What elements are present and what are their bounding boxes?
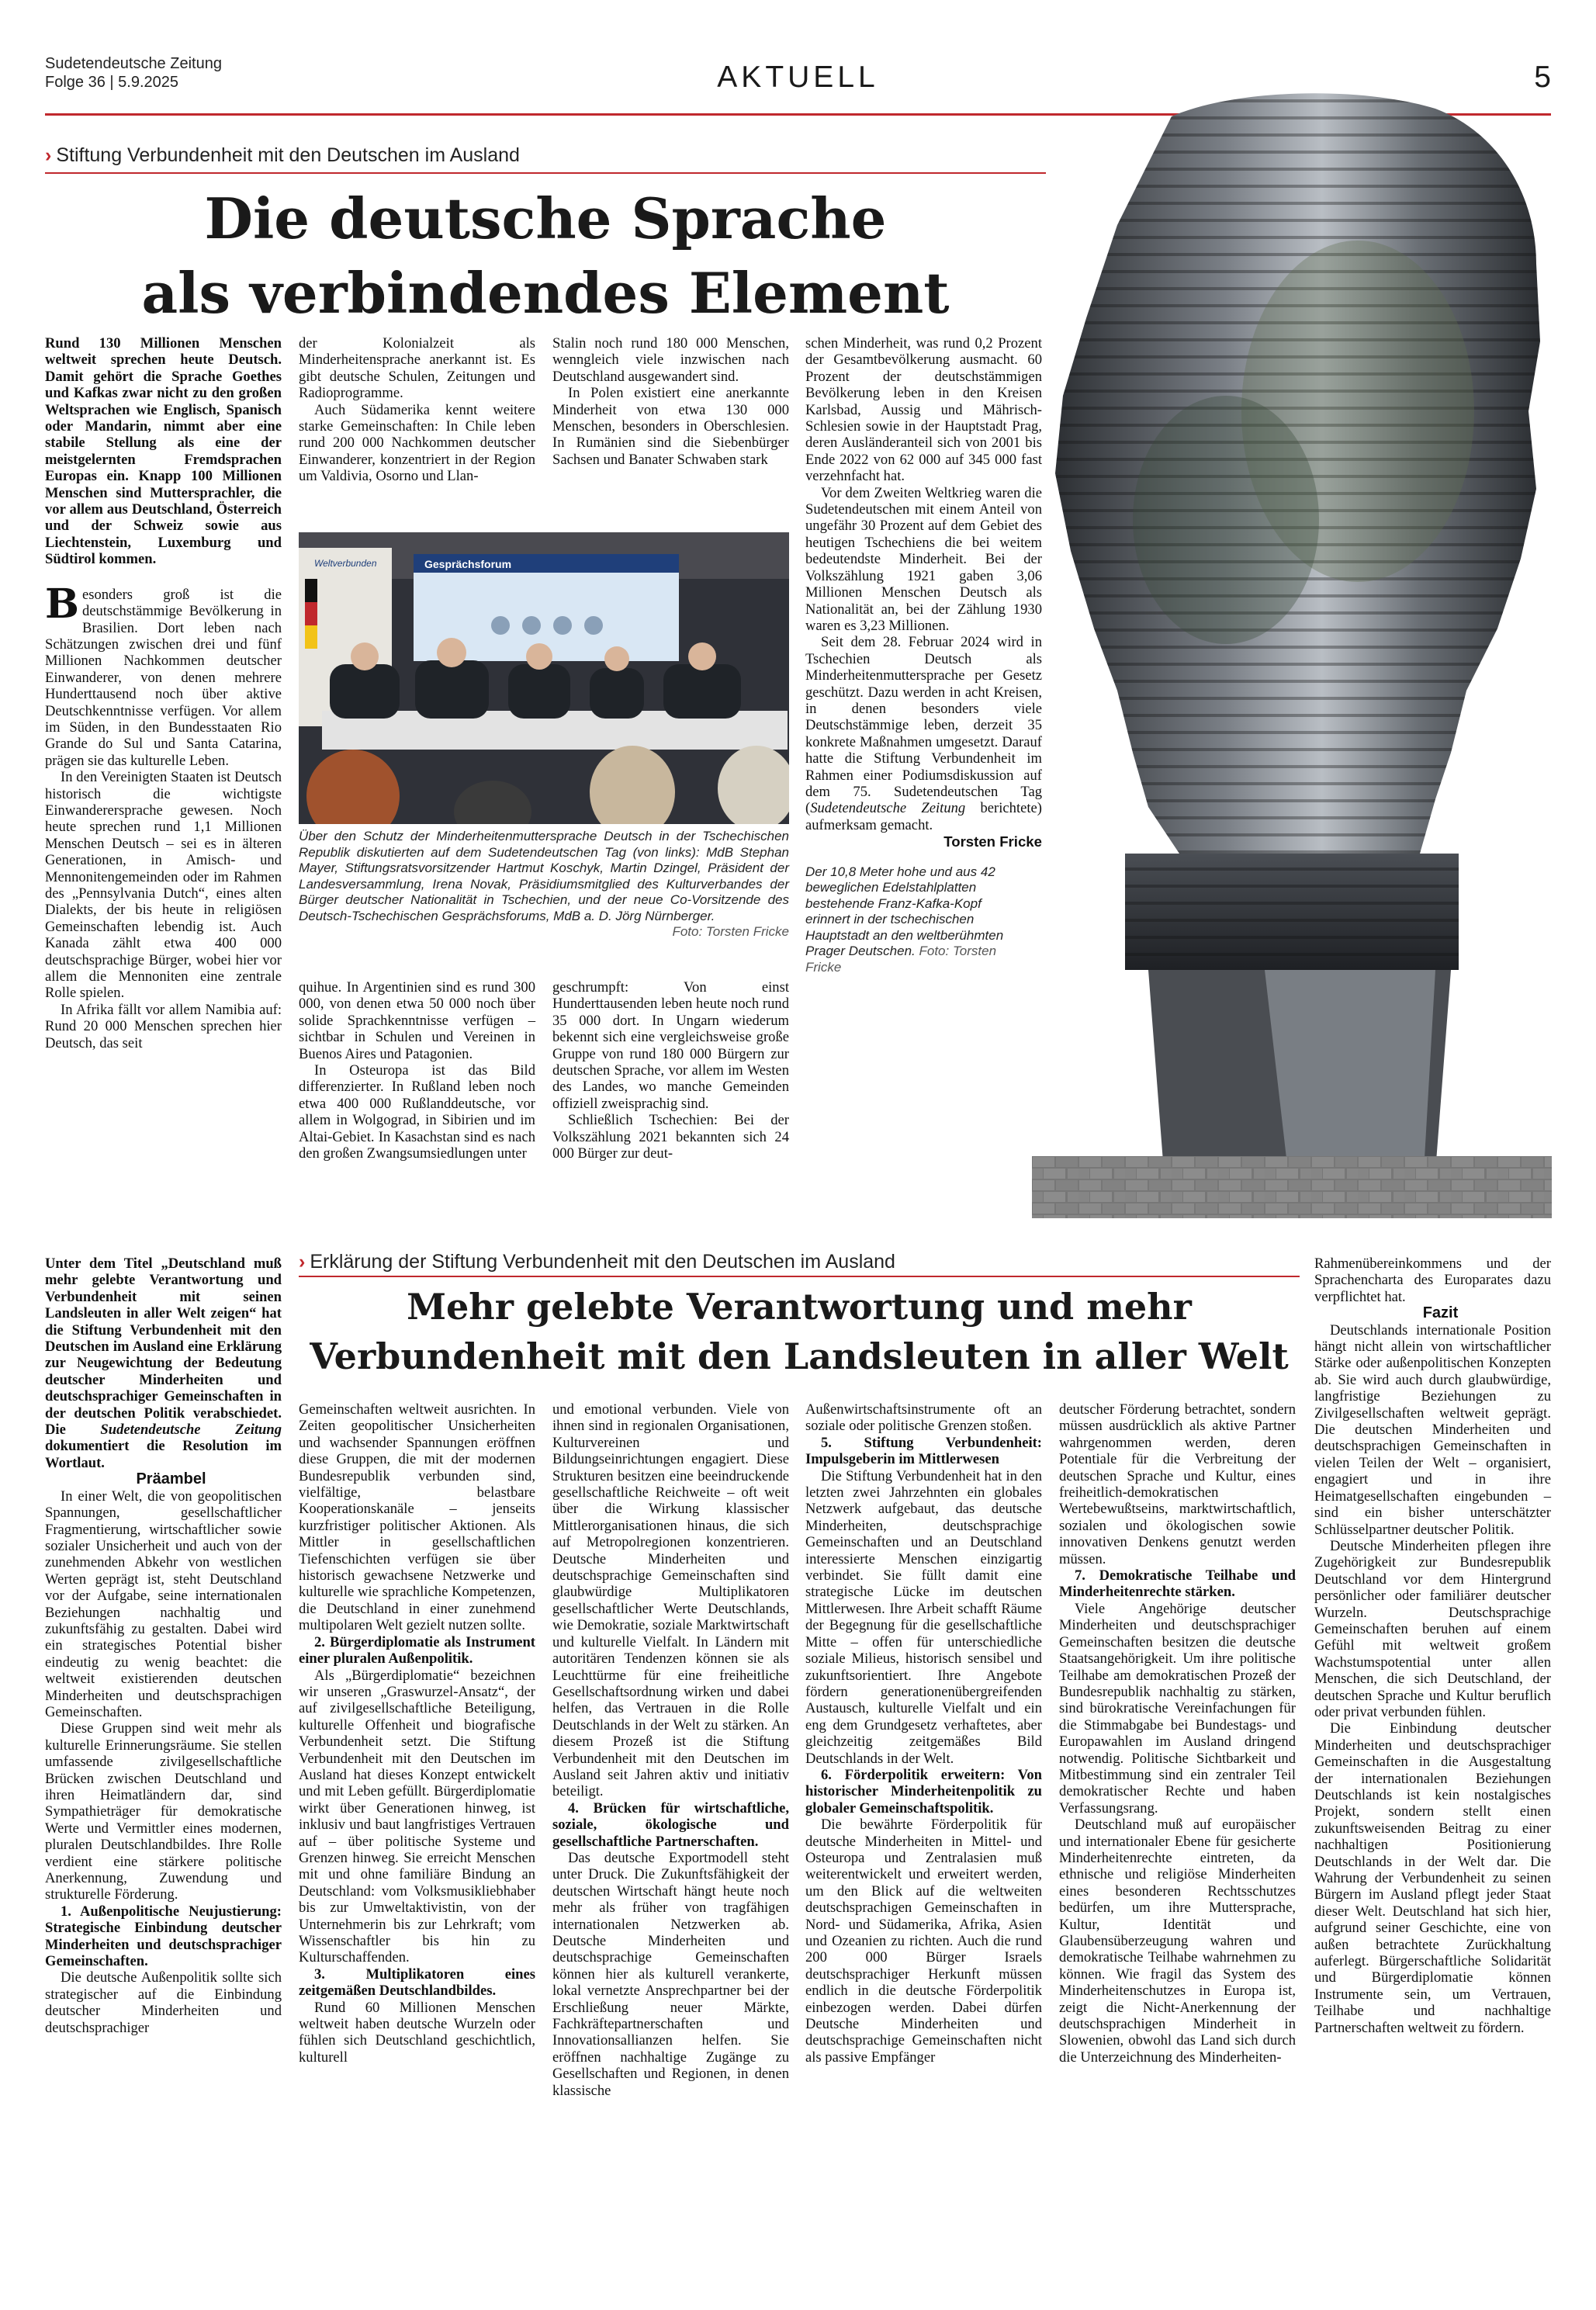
article2-paragraph: Die deutsche Außenpolitik sollte sich strategischer auf die Einbindung deutscher Minderheiten und deutschsprachiger <box>45 1969 282 2036</box>
article1-paragraph: Stalin noch rund 180 000 Menschen, wenngleich viele inzwischen nach Deutschland ausgewandert sind. <box>552 335 789 385</box>
article1-p1-text: esonders groß ist die deutschstämmige Bevölkerung in Brasilien. Dort leben nach Schätzungen zwischen drei und fünf Millionen Nachkommen deutscher Einwanderer, von denen mehrere Hunderttausend noch über aktive Deutschkenntnisse verfügen. Vor allem im Süden, in den Bundesstaaten Rio Grande do Sul und Santa Catarina, prägen sie das kulturelle Leben. <box>45 586 282 769</box>
article2-paragraph: und emotional verbunden. Viele von ihnen sind in regionalen Organisationen, Kulturvereinen und Bildungseinrichtungen engagiert. Diese Strukturen besitzen eine beeindruckende gesellschaftliche Reichweite – oft weit über die Wirkung klassischer Mittlerorganisationen hinaus, die sich auf Metropolregionen konzentrieren. Deutsche Minderheiten und deutschsprachige Gemeinschaften sind glaubwürdige Multiplikatoren gesellschaftlicher Werte Deutschlands, wie Demokratie, soziale Marktwirtschaft und kulturelle Vielfalt. In Ländern mit autoritären Tendenzen können sie als Leuchttürme für eine freiheitliche Gesellschaftsordnung wirken und dabei helfen, das Vertrauen in die Rolle Deutschlands in der Welt zu stärken. An diesem Prozeß ist die Stiftung Verbundenheit mit den Deutschen im Ausland seit Jahren aktiv und initiativ beteiligt. <box>552 1401 789 1800</box>
article2-paragraph: Das deutsche Exportmodell steht unter Druck. Die Zukunftsfähigkeit der deutschen Wirtschaft hängt heute noch mehr als früher von tragfähigen internationalen Netzwerken ab. Deutsche Minderheiten und deutschsprachige Gemeinschaften können hier als kulturell verankerte, lokal vernetzte Ansprechpartner bei der Erschließung neuer Märkte, Fachkräftepartnerschaften und Innovationsallianzen helfen. Sie eröffnen nachhaltige Zugänge zu Gesellschaften und Regionen, in denen klassische <box>552 1849 789 2099</box>
article1-paragraph <box>805 634 1042 833</box>
article1-p-part: Seit dem 28. Februar 2024 wird in Tschechien Deutsch als Minderheitenmuttersprache per Gesetz geschützt. Dazu werden in acht Kreisen, in denen besonders viele Deutschstämmige leben, derzeit 35 konkrete Maßnahmen umgesetzt. Darauf hatte die Stiftung Verbundenheit im Rahmen einer Podiumsdiskussion auf dem 75. Sudetendeutschen Tag ( <box>805 634 1042 817</box>
article2-subheading: 1. Außenpolitische Neujustierung: Strategische Einbindung deutscher Minderheiten und deutschsprachiger Gemeinschaften. <box>45 1903 282 1970</box>
article1-paragraph: Vor dem Zweiten Weltkrieg waren die Sudetendeutschen mit einem Anteil von ungefähr 30 Prozent auf dem Gebiet des heutigen Tschechiens die bei weitem bedeutendste Minderheit. Bei der Volkszählung 1921 gaben 3,06 Millionen Menschen Deutsch als Nationalität an, bei der Zählung 1930 waren es 3,23 Millionen. <box>805 484 1042 634</box>
article1-lead: Rund 130 Millionen Menschen weltweit sprechen heute Deutsch. Damit gehört die Sprache Goethes und Kafkas zwar nicht zu den großen Weltsprachen wie Englisch, Spanisch oder Mandarin, nimmt aber eine stabile Stellung als eine der meistgelernten Fremdsprachen Europas ein. Knapp 100 Millionen Menschen sind Muttersprachler, die vor allem aus Deutschland, Österreich und der Schweiz sowie aus Liechtenstein, Luxemburg und Südtirol kommen. <box>45 335 282 568</box>
article1-column-1 <box>45 335 282 1051</box>
article2-paragraph: Als „Bürgerdiplomatie“ bezeichnen wir unseren „Graswurzel-Ansatz“, der auf zivilgesellschaftliche Beteiligung, kulturelle Offenheit und biografische Verbundenheit setzt. Die Stiftung Verbundenheit mit den Deutschen im Ausland hat dieses Konzept entwickelt und mit Leben gefüllt. Bürgerdiplomatie wirkt über Generationen hinweg, ist inklusiv und baut langfristiges Vertrauen auf – über politische Systeme und Grenzen hinweg. Sie erreicht Menschen mit und ohne familiäre Bindung an Deutschland: vom Volksmusikliebhaber bis zur Umweltaktivistin, von der Unternehmerin bis zur Lehrkraft; vom Wissenschaftler bis hin zu Kulturschaffenden. <box>299 1667 535 1966</box>
article1-p-italic: Sudetendeutsche Zeitung <box>810 800 966 817</box>
article2-paragraph: Diese Gruppen sind weit mehr als kulturelle Erinnerungsräume. Sie stellen umfassende zivilgesellschaftliche Brücken zwischen Deutschland und ihren Heimatländern dar, sind Sympathieträger für demokratische Werte und Vermittler eines modernen, pluralen Deutschlandbildes. Ihre Rolle verdient eine stärkere politische Anerkennung, Zuwendung und strukturelle Förderung. <box>45 1720 282 1903</box>
article1-column-4 <box>805 335 1042 975</box>
article2-kicker <box>299 1251 895 1273</box>
article1-p-part: berichtete) aufmerksam gemacht. <box>805 800 1042 833</box>
article2-column-4 <box>805 1401 1042 2066</box>
article2-headline <box>299 1282 1300 1381</box>
article2-intro-italic: Sudetendeutsche Zeitung <box>100 1422 282 1439</box>
article2-paragraph: Die bewährte Förderpolitik für deutsche Minderheiten in Mittel- und Osteuropa und Zentralasien muß weiterentwickelt und erweitert werden, um den Blick auf die weltweiten deutschsprachigen Gemeinschaften in Nord- und Südamerika, Afrika, Asien und Ozeanien zu richten. Auch die rund 200 000 Bürger Israels deutschsprachiger Herkunft müssen endlich in die deutsche Förderpolitik einbezogen werden. Dabei dürfen Deutsche Minderheiten und deutschsprachige Gemeinschaften nicht als passive Empfänger <box>805 1816 1042 2066</box>
section-name: AKTUELL <box>717 61 879 94</box>
article2-kicker-rule <box>299 1276 1300 1277</box>
article2-column-6 <box>1314 1255 1551 2036</box>
kicker-arrow-icon: › <box>45 144 52 166</box>
article2-paragraph: Rund 60 Millionen Menschen weltweit haben deutsche Wurzeln oder fühlen sich Deutschland geschichtlich, kulturell <box>299 1999 535 2066</box>
fazit-heading: Fazit <box>1422 1304 1459 1322</box>
panel-discussion-image <box>299 532 789 824</box>
article1-paragraph: geschrumpft: Von einst Hunderttausenden leben heute noch rund 35 000 dort. In Ungarn wiederum bekennt sich eine vergleichsweise große Gruppe von rund 180 000 Bürgern zur deutschen Sprache, vor allem im Westen des Landes, wo manche Gemeinden offiziell zweisprachig sind. <box>552 979 789 1112</box>
article1-paragraph: Auch Südamerika kennt weitere starke Gemeinschaften: In Chile leben rund 200 000 Nachkommen deutscher Einwanderer, konzentriert in der Region um Valdivia, Osorno und Llan- <box>299 401 535 485</box>
article1-column-3-top <box>552 335 789 468</box>
article1-column-2-bottom <box>299 979 535 1162</box>
panel-photo-caption <box>299 829 789 940</box>
article1-headline <box>45 182 1046 331</box>
article1-author: Torsten Fricke <box>943 833 1042 850</box>
statue-caption-text: Der 10,8 Meter hohe und aus 42 beweglichen Edelstahlplatten bestehende Franz-Kafka-Kopf erinnert in der tschechischen Hauptstadt an den weltberühmten Prager Deutschen. <box>805 864 1004 959</box>
article2-paragraph: Deutschlands internationale Position hängt nicht allein von wirtschaftlicher Stärke oder außenpolitischen Konzepten ab. Sie wird auch durch glaubwürdige, langfristige Beziehungen zu Zivilgesellschaften weltweit geprägt. Die deutschen Minderheiten und deutschsprachigen Gemeinschaften in vielen Teilen der Welt – organisiert, engagiert und in ihre Heimatgesellschaften eingebunden – sind ein bisher unterschätzter Schlüsselpartner deutscher Politik. <box>1314 1321 1551 1538</box>
statue-caption <box>805 864 1015 976</box>
article2-paragraph: Deutschland muß auf europäischer und internationaler Ebene für gesicherte Minderheitenrechte eintreten, da ethnische und religiöse Minderheiten eines besonderen Rechtsschutzes bedürfen, um ihre Muttersprache, Kultur, Identität und Glaubensüberzeugung wahren und demokratische Teilhabe wahrnehmen zu können. Wie fragil das System des Minderheitenschutzes in Europa ist, zeigt die Nicht-Anerkennung der deutschsprachigen Minderheit in Slowenien, obwohl das Land sich durch die Unterzeichnung des Minderheiten- <box>1059 1816 1296 2066</box>
article2-paragraph: Die Einbindung deutscher Minderheiten und deutschsprachiger Gemeinschaften in die Ausgestaltung der internationalen Beziehungen Deutschlands ist kein nostalgisches Projekt, sondern stellt einen zukunftsweisenden Beitrag zu einer nachhaltigen Positionierung Deutschlands in der Welt dar. Die Wahrung der Verbundenheit zu seinen Bürgern im Ausland pflegt jeder Staat dieser Welt. Deutschland hat sich hier, aufgrund seiner Geschichte, eine von außen betrachtete Zurückhaltung auferlegt. Bürgerschaftliche Solidarität und Bürgerdiplomatie können Instrumente sein, um Vertrauen, Teilhabe und nachhaltige Partnerschaften weltweit zu fördern. <box>1314 1720 1551 2036</box>
article2-intro-part: Unter dem Titel „Deutschland muß mehr gelebte Verantwortung und Verbundenheit mit seinen Landsleuten in aller Welt zeigen“ hat die Stiftung Verbundenheit mit den Deutschen im Ausland eine Erklärung zur Neugewichtung der Bedeutung deutscher Minderheiten und deutschsprachiger Gemeinschaften in der deutschen Politik verabschiedet. Die <box>45 1255 282 1439</box>
article2-kicker-text: Erklärung der Stiftung Verbundenheit mit den Deutschen im Ausland <box>310 1251 895 1273</box>
article1-paragraph: In Afrika fällt vor allem Namibia auf: Rund 20 000 Menschen sprechen hier Deutsch, das seit <box>45 1001 282 1051</box>
article2-paragraph: Rahmenübereinkommens und der Sprachencharta des Europarates dazu verpflichtet hat. <box>1314 1255 1551 1305</box>
article2-paragraph: Viele Angehörige deutscher Minderheiten und deutschsprachiger Gemeinschaften besitzen die deutsche Staatsangehörigkeit. Um ihre politische Teilhabe am demokratischen Prozeß der Bundesrepublik nachhaltig zu stärken, sind bürokratische Vereinfachungen für die Stimmabgabe bei Bundestags- und Europawahlen im Ausland dringend notwendig. Politische Sichtbarkeit und Mitbestimmung sind ein zentraler Teil demokratischer Rechte und haben Verfassungsrang. <box>1059 1600 1296 1816</box>
article1-kicker <box>45 144 520 167</box>
article1-column-3-bottom <box>552 979 789 1162</box>
article1-headline-line2: als verbindendes Element <box>141 260 950 326</box>
article1-paragraph: In den Vereinigten Staaten ist Deutsch historisch die wichtigste Einwanderersprache gewesen. Noch heute sprechen rund 1,1 Millionen Menschen Deutsch – sei es in älteren Generationen, in Amisch- und Mennonitengemeinden oder im Rahmen des „Pennsylvania Dutch“, eines alten Dialekts, der bis heute in religiösen Gemeinschaften lebendig ist. Auch Kanada zählt etwa 400 000 deutschsprachige Bürger, wobei hier vor allem die Mennoniten eine zentrale Rolle spielen. <box>45 769 282 1002</box>
photo-banner-text: Weltverbunden <box>314 558 377 569</box>
paper-name: Sudetendeutsche Zeitung <box>45 55 222 72</box>
article2-paragraph: Deutsche Minderheiten pflegen ihre Zugehörigkeit zur Bundesrepublik Deutschland vor dem Hintergrund persönlicher oder familiärer deutscher Wurzeln. Deutschsprachige Gemeinschaften beruhen auf einem Gefühl mit weltweit großem Wachstumspotential unter allen Menschen, die sich Deutschland, der deutschen Sprache und Kultur beruflich oder privat verbunden fühlen. <box>1314 1537 1551 1720</box>
kafka-head-photo <box>1032 85 1552 1218</box>
article2-intro <box>45 1255 282 1471</box>
article1-paragraph: quihue. In Argentinien sind es rund 300 000, von denen etwa 50 000 noch über solide Sprachkenntnisse verfügen – sichtbar in Schulen und Vereinen in Buenos Aires und Patagonien. <box>299 979 535 1062</box>
issue-date: Folge 36 | 5.9.2025 <box>45 74 178 91</box>
article1-headline-line1: Die deutsche Sprache <box>204 185 887 251</box>
page-number: 5 <box>1534 61 1551 94</box>
article2-subheading: 5. Stiftung Verbundenheit: Impulsgeberin im Mittlerwesen <box>805 1434 1042 1468</box>
article1-column-2-top <box>299 335 535 485</box>
article1-paragraph: In Osteuropa ist das Bild differenzierter. In Rußland leben noch etwa 400 000 Rußlanddeutsche, vor allem in Wolgograd, in Sibirien und im Altai-Gebiet. In Kasachstan sind es nach den großen Zwangsumsiedlungen unter <box>299 1062 535 1162</box>
article2-column-1 <box>45 1255 282 2036</box>
article1-kicker-rule <box>45 172 1046 174</box>
article2-column-5 <box>1059 1401 1296 2066</box>
article1-paragraph: schen Minderheit, was rund 0,2 Prozent der Gesamtbevölkerung ausmacht. 60 Prozent der deutschstämmigen Bevölkerung leben in den Kreisen Karlsbad, Aussig und Mährisch-Schlesien sowie in der Hauptstadt Prag, deren Ausländeranteil sich von 2001 bis Ende 2022 von 62 000 auf 345 000 fast verzehnfacht hat. <box>805 335 1042 485</box>
article2-paragraph: In einer Welt, die von geopolitischen Spannungen, gesellschaftlicher Fragmentierung, wirtschaftlicher sowie sozialer Unsicherheit und auch von der zunehmenden Abkehr von westlichen Werten geprägt ist, steht Deutschland vor der Aufgabe, seine internationalen Beziehungen nachhaltig und zukunftsfähig zu gestalten. Dabei wird ein strategisches Potential bisher eindeutig zu wenig beachtet: die weltweit existierenden deutschen Minderheiten und deutschsprachigen Gemeinschaften. <box>45 1487 282 1720</box>
kafka-head-image <box>1032 85 1552 1218</box>
article2-paragraph: Gemeinschaften weltweit ausrichten. In Zeiten geopolitischer Unsicherheiten und wachsender Spannungen eröffnen diese Gruppen, die mit der modernen Bundesrepublik verbunden sind, vielfältige, belastbare Kooperationskanäle – jenseits kurzfristiger politischer Aktionen. Als Mittler in gesellschaftlichen Tiefenschichten verfügen sie über historisch gewachsene Netzwerke und kulturelle wie sprachliche Kompetenzen, die Deutschland in einer zunehmend multipolaren Welt gezielt nutzen sollte. <box>299 1401 535 1634</box>
praeambel-heading: Präambel <box>136 1470 206 1488</box>
article1-kicker-text: Stiftung Verbundenheit mit den Deutschen im Ausland <box>56 144 520 166</box>
article2-subheading: 6. Förderpolitik erweitern: Von historischer Minderheitenpolitik zu globaler Gemeinschaftspolitik. <box>805 1766 1042 1816</box>
article2-paragraph: Die Stiftung Verbundenheit hat in den letzten zwei Jahrzehnten ein globales Netzwerk aufgebaut, das deutsche Minderheiten, deutschsprachige Gemeinschaften und an Deutschland interessierte Menschen einzigartig verbindet. Sie füllt damit eine strategische Lücke im deutschen Mittlerwesen. Ihre Arbeit schafft Räume der Begegnung für die gesellschaftliche Mitte – offen für unterschiedliche soziale Milieus, historisch sensibel und zukunftsorientiert. Ihre Angebote fördern generationenübergreifenden Austausch, kulturelle Vielfalt und ein eng dem Grundgesetz verhaftetes, aber gleichzeitig zeitgemäßes Bild Deutschlands in der Welt. <box>805 1467 1042 1767</box>
article1-paragraph: der Kolonialzeit als Minderheitensprache anerkannt ist. Es gibt deutsche Schulen, Zeitungen und Radioprogramme. <box>299 335 535 402</box>
article2-subheading: 2. Bürgerdiplomatie als Instrument einer pluralen Außenpolitik. <box>299 1633 535 1668</box>
photo-screen-title: Gesprächsforum <box>424 558 512 570</box>
panel-photo-caption-text: Über den Schutz der Minderheitenmuttersprache Deutsch in der Tschechischen Republik diskutierten auf dem Sudetendeutschen Tag (von links): MdB Stephan Mayer, Stiftungsratsvorsitzender Hartmut Koschyk, Martin Dzingel, Präsident der Landesversammlung, Irena Novak, Präsidiumsmitglied des Kulturverbandes der Bürger deutscher Nationalität in Tschechien, und der neue Co-Vorsitzende des Deutsch-Tschechischen Gesprächsforums, MdB a. D. Jörg Nürnberger. <box>299 829 789 923</box>
statue-credit: Foto: Torsten Fricke <box>805 944 997 975</box>
article1-paragraph: In Polen existiert eine anerkannte Minderheit von etwa 130 000 Menschen, besonders in Oberschlesien. In Rumänien sind die Siebenbürger Sachsen und Banater Schwaben stark <box>552 385 789 468</box>
panel-photo-credit: Foto: Torsten Fricke <box>672 924 789 939</box>
drop-cap: B <box>45 580 79 628</box>
article2-column-2 <box>299 1401 535 2066</box>
panel-discussion-photo <box>299 532 789 824</box>
article1-paragraph: Schließlich Tschechien: Bei der Volkszählung 2021 bekannten sich 24 000 Bürger zur deut- <box>552 1112 789 1162</box>
article2-headline-line1: Mehr gelebte Verantwortung und mehr <box>407 1286 1192 1328</box>
article2-column-3 <box>552 1401 789 2099</box>
article2-headline-line2: Verbundenheit mit den Landsleuten in aller Welt <box>310 1335 1289 1377</box>
article2-subheading: 3. Multiplikatoren eines zeitgemäßen Deutschlandbildes. <box>299 1965 535 2000</box>
article2-subheading: 4. Brücken für wirtschaftliche, soziale, ökologische und gesellschaftliche Partnerschaften. <box>552 1799 789 1850</box>
article2-paragraph: deutscher Förderung betrachtet, sondern müssen ausdrücklich als aktive Partner wahrgenommen werden, deren Potentiale für die Verbreitung der deutschen Sprache und Kultur, eines freiheitlich-demokratischen Wertebewußtseins, marktwirtschaftlich, sozialen und ökologischen sowie innovativen Denkens genutzt werden müssen. <box>1059 1401 1296 1567</box>
kicker-arrow-icon: › <box>299 1251 306 1273</box>
article1-first-paragraph <box>45 580 282 769</box>
article2-subheading: 7. Demokratische Teilhabe und Minderheitenrechte stärken. <box>1059 1567 1296 1601</box>
article2-paragraph: Außenwirtschaftsinstrumente oft an soziale oder politische Grenzen stoßen. <box>805 1401 1042 1435</box>
article2-intro-part: dokumentiert die Resolution im Wortlaut. <box>45 1438 282 1471</box>
